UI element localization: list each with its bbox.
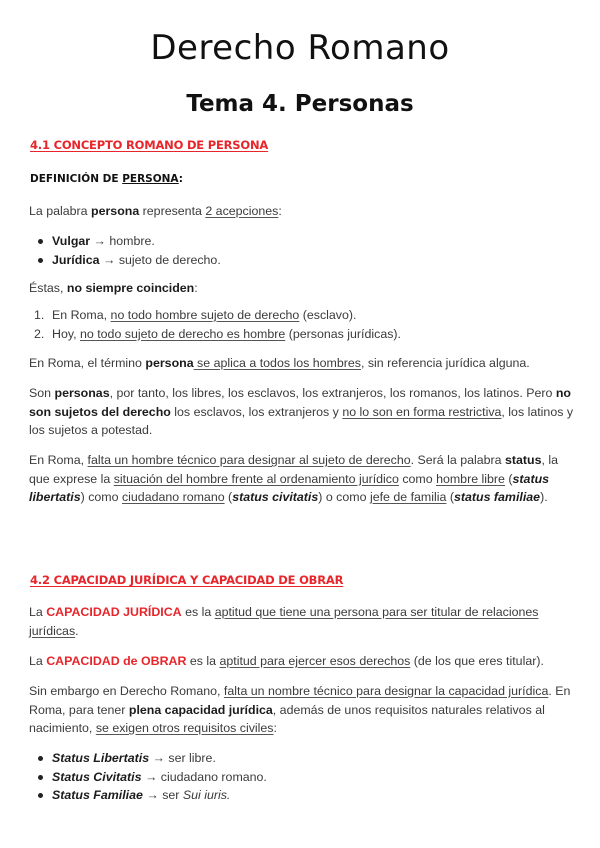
list-item: Status Civitatis → ciudadano romano. [29, 768, 574, 787]
list-item: Status Libertatis → ser libre. [29, 749, 574, 768]
paragraph-requisitos: Sin embargo en Derecho Romano, falta un nombre técnico para designar la capacidad jurídica. En Roma, para tener plena capacidad jurídica, además de unos requisitos naturales relativos al nacimiento, se exigen otros requisitos civiles: [29, 684, 571, 735]
list-item: Vulgar → hombre. [29, 232, 574, 251]
paragraph-termino-persona: En Roma, el término persona se aplica a todos los hombres, sin referencia jurídica alguna. [29, 356, 530, 370]
list-item: 1. En Roma, no todo hombre sujeto de derecho (esclavo). [34, 308, 357, 322]
section-heading-4-1: 4.1 CONCEPTO ROMANO DE PERSONA [30, 138, 269, 152]
paragraph-acepciones: La palabra persona representa 2 acepciones: [29, 204, 282, 218]
list-item: Status Familiae → ser Sui iuris. [29, 786, 574, 805]
list-item: 2. Hoy, no todo sujeto de derecho es hombre (personas jurídicas). [34, 326, 401, 341]
ordered-list [29, 306, 574, 343]
paragraph-no-coinciden: Éstas, no siempre coinciden: [29, 281, 198, 295]
document-subtitle: Tema 4. Personas [186, 91, 414, 117]
paragraph-status: En Roma, falta un hombre técnico para designar al sujeto de derecho. Será la palabra status, la que exprese la situación del hombre frente al ordenamiento jurídico como hombre libre (status libertatis) como ciudadano romano (status civitatis) o como jefe de familia (status familiae). [29, 453, 559, 504]
section-heading-4-2: 4.2 CAPACIDAD JURÍDICA Y CAPACIDAD DE OBRAR [30, 573, 344, 587]
definition-heading: DEFINICIÓN DE PERSONA: [30, 173, 183, 185]
acepciones-list [29, 232, 574, 269]
paragraph-capacidad-juridica: La CAPACIDAD JURÍDICA es la aptitud que tiene una persona para ser titular de relaciones jurídicas. [29, 605, 539, 638]
paragraph-capacidad-obrar: La CAPACIDAD de OBRAR es la aptitud para ejercer esos derechos (de los que eres titular). [29, 654, 544, 668]
paragraph-son-personas: Son personas, por tanto, los libres, los esclavos, los extranjeros, los romanos, los latinos. Pero no son sujetos del derecho los esclavos, los extranjeros y no lo son en forma restrictiva, los latinos y los sujetos a potestad. [29, 386, 574, 437]
list-item: Jurídica → sujeto de derecho. [29, 251, 574, 270]
document-title: Derecho Romano [150, 28, 450, 68]
status-list [29, 749, 574, 805]
